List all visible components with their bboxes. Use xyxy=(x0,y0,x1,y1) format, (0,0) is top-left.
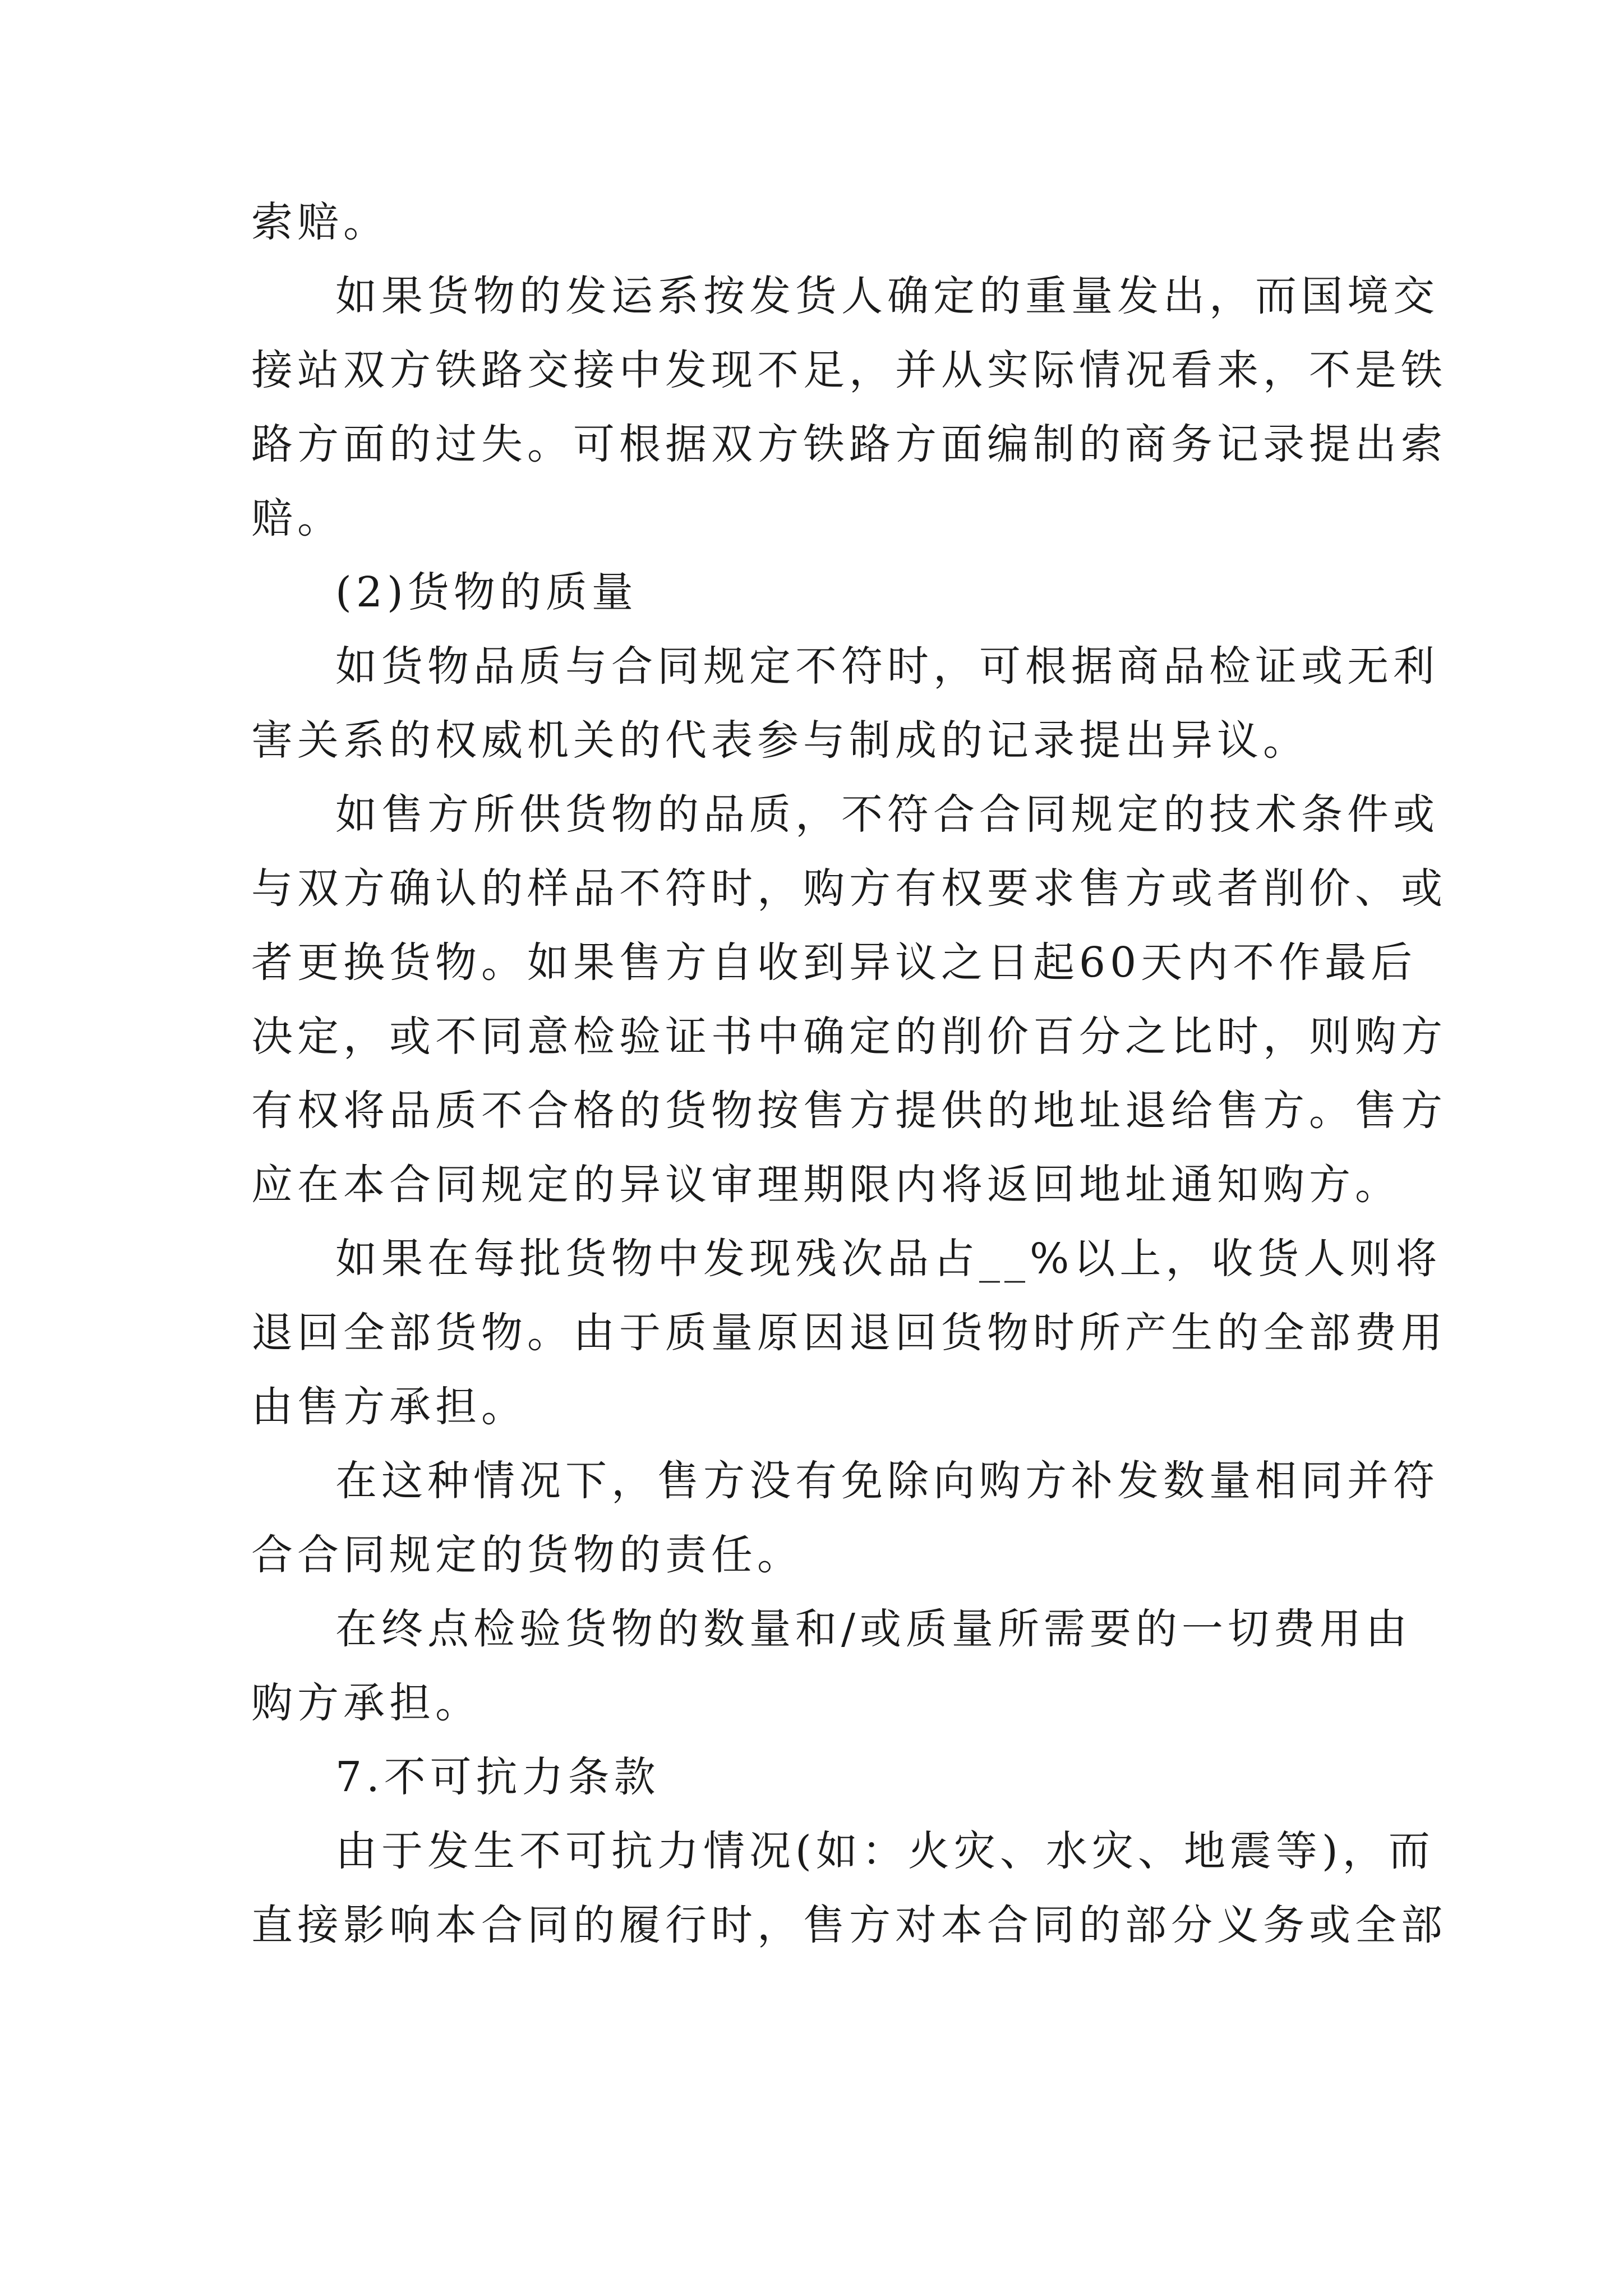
text-line: 直接影响本合同的履行时，售方对本合同的部分义务或全部 xyxy=(251,1901,1447,1949)
text-line: 应在本合同规定的异议审理期限内将返回地址通知购方。 xyxy=(251,1161,1401,1209)
text-line: 路方面的过失。可根据双方铁路方面编制的商务记录提出索 xyxy=(251,420,1447,468)
text-line: 在这种情况下，售方没有免除向购方补发数量相同并符 xyxy=(335,1457,1439,1505)
text-line: 决定，或不同意检验证书中确定的削价百分之比时，则购方 xyxy=(251,1013,1447,1061)
text-line: 索赔。 xyxy=(251,198,389,246)
text-line: 赔。 xyxy=(251,494,343,542)
text-line: 由售方承担。 xyxy=(251,1383,527,1431)
text-line: 者更换货物。如果售方自收到异议之日起60天内不作最后 xyxy=(251,938,1417,987)
text-line: 有权将品质不合格的货物按售方提供的地址退给售方。售方 xyxy=(251,1087,1447,1135)
text-line: 在终点检验货物的数量和/或质量所需要的一切费用由 xyxy=(335,1605,1412,1653)
document-body xyxy=(251,185,1447,1962)
section-heading: (2)货物的质量 xyxy=(335,568,638,616)
text-line: 如果在每批货物中发现残次品占__%以上，收货人则将 xyxy=(335,1235,1442,1283)
text-line: 购方承担。 xyxy=(251,1679,481,1727)
text-line: 如货物品质与合同规定不符时，可根据商品检证或无利 xyxy=(335,642,1439,691)
text-line: 如果货物的发运系按发货人确定的重量发出，而国境交 xyxy=(335,272,1439,320)
text-line: 与双方确认的样品不符时，购方有权要求售方或者削价、或 xyxy=(251,864,1447,913)
section-heading: 7.不可抗力条款 xyxy=(335,1753,660,1801)
text-line: 退回全部货物。由于质量原因退回货物时所产生的全部费用 xyxy=(251,1309,1447,1357)
text-line: 接站双方铁路交接中发现不足，并从实际情况看来，不是铁 xyxy=(251,346,1447,394)
text-line: 害关系的权威机关的代表参与制成的记录提出异议。 xyxy=(251,716,1309,765)
text-line: 如售方所供货物的品质，不符合合同规定的技术条件或 xyxy=(335,790,1439,839)
text-line: 合合同规定的货物的责任。 xyxy=(251,1531,803,1579)
text-line: 由于发生不可抗力情况(如：火灾、水灾、地震等)，而 xyxy=(335,1827,1435,1875)
